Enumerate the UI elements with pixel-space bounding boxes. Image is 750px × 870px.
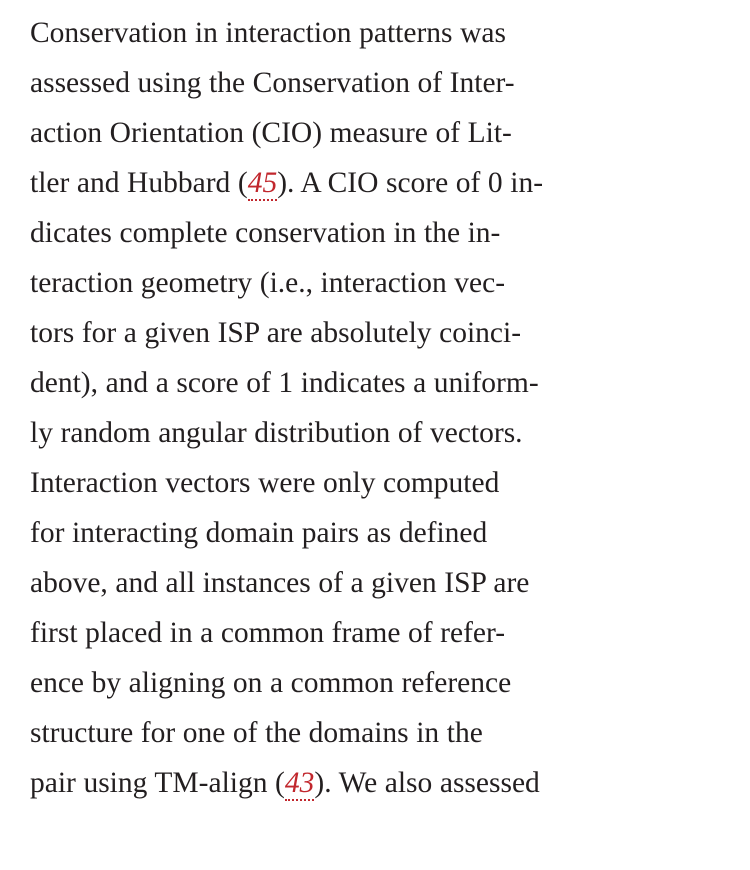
text-run: for interacting domain pairs as defined [30,517,488,549]
text-line [30,158,722,208]
text-line [30,208,722,258]
text-line [30,408,722,458]
text-line [30,58,722,108]
citation-link[interactable]: 45 [247,167,278,199]
text-run: ). A CIO score of 0 in- [277,167,544,199]
text-run: Interaction vectors were only computed [30,467,500,499]
text-line [30,8,722,58]
text-line [30,658,722,708]
text-line [30,308,722,358]
text-run: structure for one of the domains in the [30,717,483,749]
body-paragraph [30,8,722,808]
text-run: Conservation in interaction patterns was [30,17,506,49]
text-run: tors for a given ISP are absolutely coinci- [30,317,522,349]
text-run: action Orientation (CIO) measure of Lit- [30,117,512,149]
text-line [30,608,722,658]
text-line [30,458,722,508]
text-run: teraction geometry (i.e., interaction vec- [30,267,506,299]
text-line [30,358,722,408]
text-line [30,558,722,608]
text-column [30,8,722,808]
text-run: ). We also assessed [314,767,540,799]
text-line [30,508,722,558]
text-line [30,258,722,308]
text-run: first placed in a common frame of refer- [30,617,506,649]
text-line [30,758,722,808]
text-run: above, and all instances of a given ISP are [30,567,530,599]
text-run: assessed using the Conservation of Inter- [30,67,515,99]
text-run: ence by aligning on a common reference [30,667,512,699]
text-run: ly random angular distribution of vectors. [30,417,523,449]
text-line [30,708,722,758]
text-run: dent), and a score of 1 indicates a uniform- [30,367,539,399]
text-run: pair using TM-align ( [30,767,285,799]
text-run: tler and Hubbard ( [30,167,248,199]
text-line [30,108,722,158]
citation-link[interactable]: 43 [284,767,315,799]
text-run: dicates complete conservation in the in- [30,217,501,249]
